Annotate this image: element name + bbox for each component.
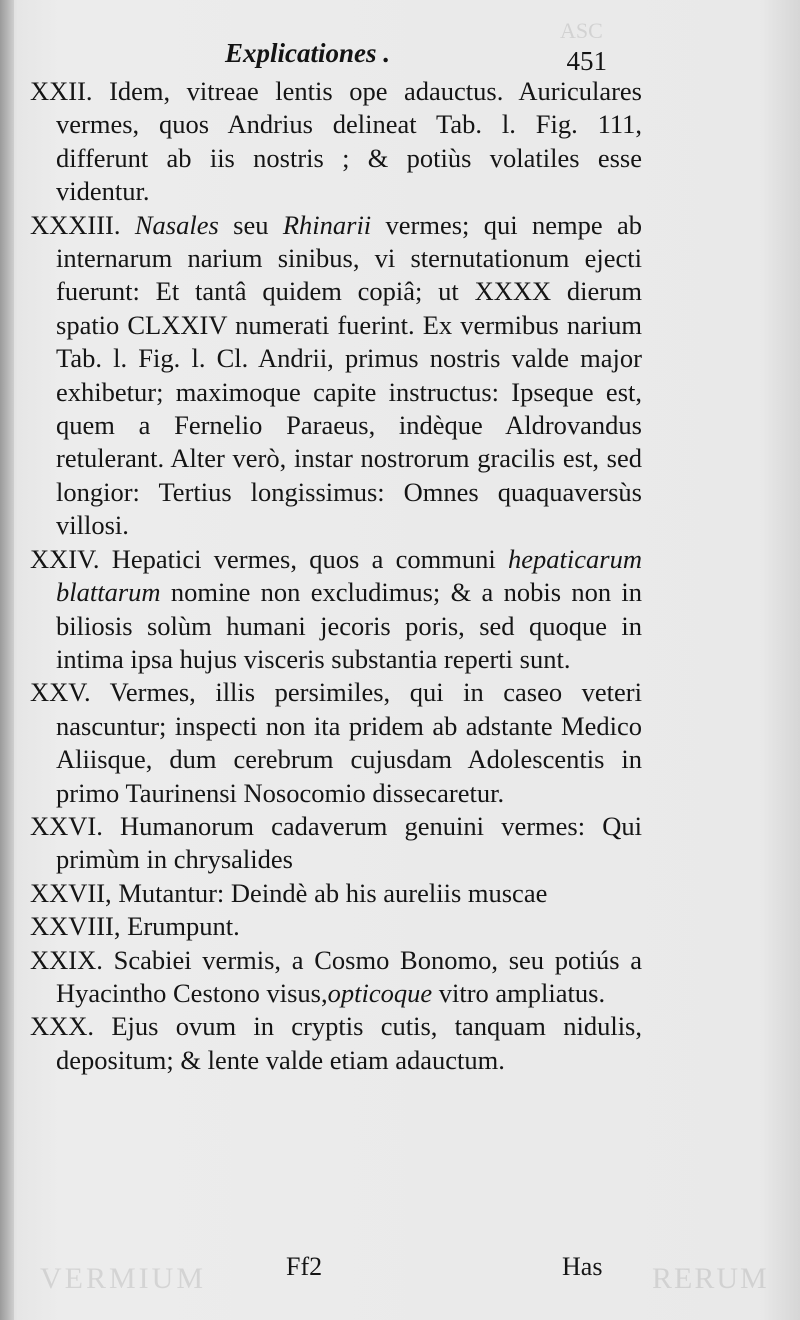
entry-text: vitro ampliatus.	[432, 977, 606, 1008]
text-body	[30, 75, 642, 1077]
entry-number: XXVI.	[30, 810, 103, 841]
bleed-through-top: ASC	[560, 18, 603, 43]
entry-text: seu	[218, 209, 283, 240]
page-number: 451	[566, 46, 607, 76]
running-head: Explicationes .	[225, 38, 391, 68]
entry-text: Scabiei vermis, a Cosmo Bonomo, seu potiús a Hyacintho Cestono visus,	[56, 944, 642, 1008]
entry-number: XXIX.	[30, 944, 103, 975]
entry-text: nomine non excludimus; & a nobis non in biliosis solùm humani jecoris poris, sed quoque in intima ipsa hujus visceris substantia reperti sunt.	[56, 577, 642, 674]
entry	[30, 877, 642, 910]
entry	[30, 910, 642, 943]
entry	[30, 209, 642, 543]
entry-text-italic: hepaticarum blattarum	[56, 543, 642, 608]
entry-text: Erumpunt.	[120, 911, 240, 942]
entry	[30, 75, 642, 209]
entry-text: Idem, vitreae lentis ope adauctus. Auriculares vermes, quos Andrius delineat Tab. l. Fig. 111, differunt ab iis nostris ; & potiùs volatiles esse videntur.	[56, 76, 642, 207]
entry-text: Humanorum cadaverum genuini vermes: Qui primùm in chrysalides	[56, 810, 642, 875]
entry-text: Ejus ovum in cryptis cutis, tanquam nidulis, depositum; & lente valde etiam adauctum.	[56, 1011, 642, 1075]
entry-text: vermes; qui nempe ab internarum narium sinibus, vi sternutationum ejecti fuerunt: Et tantâ quidem copiâ; ut XXXX dierum spatio CLXXIV numerati fuerint. Ex vermibus narium Tab. l. Fig. l. Cl. Andrii, primus nostris valde major exhibetur; maximoque capite instructus: Ipseque est, quem a Fernelio Paraeus, indèque Aldrovandus retulerant. Alter verò, instar nostrorum gracilis est, sed longior: Tertius longissimus: Omnes quaquaversùs villosi.	[56, 209, 642, 541]
signature-mark: Ff2	[286, 1252, 323, 1281]
catchword: Has	[562, 1252, 603, 1281]
entry-text: Vermes, illis persimiles, qui in caseo veteri nascuntur; inspecti non ita pridem ab adstante Medico Aliisque, dum cerebrum cujusdam Adolescentis in primo Taurinensi Nosocomio dissecaretur.	[56, 677, 642, 808]
entry	[30, 1010, 642, 1077]
entry-text: Mutantur: Deindè ab his aureliis muscae	[111, 877, 548, 908]
entry-number: XXX.	[30, 1011, 95, 1042]
entry-number: XXIV.	[30, 543, 100, 574]
bleed-through-bottom-left: VERMIUM	[40, 1262, 207, 1295]
entry-text: Hepatici vermes, quos a communi	[99, 543, 509, 574]
entry-text-italic: opticoque	[327, 977, 433, 1008]
bleed-through-bottom-right: RERUM	[652, 1262, 769, 1295]
entry-number: XXVII,	[30, 877, 112, 908]
entry	[30, 944, 642, 1011]
entry-text-italic: Rhinarii	[282, 209, 372, 240]
entry-number: XXXIII.	[30, 209, 121, 240]
entry	[30, 810, 642, 877]
entry-number: XXV.	[30, 677, 91, 708]
entry-number: XXVIII,	[30, 911, 121, 942]
entry-number: XXII.	[30, 76, 93, 106]
page-gutter-shadow	[0, 0, 14, 1320]
page-footer	[0, 1252, 800, 1292]
entry	[30, 543, 642, 677]
entry	[30, 676, 642, 810]
entry-text-italic: Nasales	[120, 209, 219, 240]
